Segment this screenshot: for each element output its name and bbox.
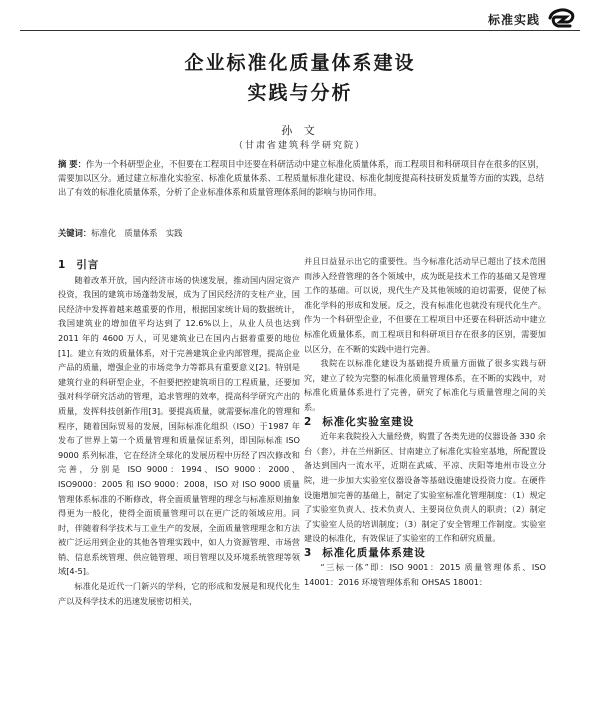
abstract-text: 作为一个科研型企业，不但要在工程项目中还要在科研活动中建立标准化质量体系，而工程项目和科研项目存在很多的区别，需要加以区分。通过建立标准化实验室、标准化质量体系、工程质量标准化建设、标准化制度提高科技研发质量等方面的实践，总结出了有效的标准化质量体系，分析了企业标准体系和质量管理体系间的影响与协同作用。 [58,159,545,197]
author: 孙 文 [281,124,319,137]
title-line-2: 实践与分析 [247,82,353,104]
left-column [58,258,300,608]
section-number: 2 [304,415,313,428]
affiliation: （甘肃省建筑科学研究院） [233,141,366,151]
paragraph: 标准化是近代一门新兴的学科，它的形成和发展是和现代化生产以及科学技术的迅速发展密切相关， [58,581,300,606]
section-number: 1 [58,259,67,271]
right-column [304,254,546,590]
header-rule [20,30,580,31]
keywords [58,226,182,240]
paragraph-continued: 并且日益显示出它的重要性。当今标准化活动早已超出了技术范围而涉入经营管理的各个领域中，成为既是技术工作的基础又是管理工作的基础。可以说，现代生产及其他领域的迫切需要，促使了标准化学科的形成和发展。反之，没有标准化也就没有现代化生产。作为一个科研型企业，不但要在工程项目中还要在科研活动中建立标准化质量体系，而工程项目和科研项目存在很多的区别，需要加以区分，在不断的实践中进行完善。 [304,256,546,354]
paragraph: 我院在以标准化建设为基础提升质量方面做了很多实践与研究，建立了较为完整的标准化质量管理体系，在不断的实践中，对标准化质量体系进行了完善，研究了标准化与质量管理之间的关系。 [304,358,546,412]
section-heading-2 [304,415,546,430]
keywords-label: 关键词： [58,228,92,238]
article-title [0,48,600,108]
keywords-text: 标准化 质量体系 实践 [91,228,183,238]
abstract [58,157,544,199]
journal-logo-icon [548,8,576,28]
section-heading-1 [58,258,300,273]
paragraph: “三标一体”即：ISO 9001：2015 质量管理体系、ISO 14001：2016 环境管理体系和 OHSAS 18001： [304,562,546,588]
paragraph: 近年来我院投入大量经费，购置了各类先进的仪器设备 330 余台（套），并在兰州新区、甘南建立了标准化实验室基地，所配置设备达到国内一流水平，近期在武威、平凉、庆阳等地州市设立分院，进一步加大实验室仪器设备等基础设施建设投资力度。在硬件设施增加完善的基础上，制定了实验室标准化管理制度：（1）规定了实验室负责人、技术负责人、主要岗位负责人的职责；（2）制定了实验室人员的培训制度；（3）制定了安全管理工作制度。实验室建设的标准化，有效保证了实验室的工作和研究质量。 [304,431,546,544]
section-title: 标准化实验室建设 [322,415,415,428]
abstract-label: 摘 要： [58,159,86,169]
paragraph: 随着改革开放，国内经济市场的快速发展，推动国内固定资产投资，我国的建筑市场蓬勃发展，成为了国民经济的支柱产业，国民经济中发挥着越来越重要的作用，根据国家统计局的数据统计，我国建筑业的增加值平均达到了 12.6%以上，从业人员也达到 2011 年的 4600 万人，可见建筑业已在国内占据着重要的地位[1]。建立有效的质量体系，对于完善建筑企业内部管理，提高企业产品的质量，增强企业的市场竞争力等都具有重要意义[2]。特别是建筑行业的科研型企业，不但要把控建筑项目的工程质量，还要加强对科学研究活动的管理，追求管理的效率，提高科学研究产出的质量，发挥科技创新作用[3]。要提高质量，就需要标准化的管理和程序，随着国际贸易的发展，国际标准化组织（ISO）于1987 年发布了世界上第一个质量管理和质量保证系列，即国际标准 ISO 9000 系列标准，它在经济全球化的发展历程中历经了四次修改和完善，分别是 ISO 9000：1994、ISO 9000：2000、ISO9000：2005 和 ISO 9000：2008，ISO 对 ISO 9000 质量管理体系标准的不断修改，将全面质量管理的理念与标准原则抽象得更为一般化，使得全面质量管理可以在更广泛的领域应用。同时，伴随着科学技术与工业生产的发展，全面质量管理理念和方法被广泛运用到企业的其他各管理实践中，如人力资源管理、市场营销、信息系统管理、供应链管理、项目管理以及环境系统管理等领域[4-5]。 [58,274,300,577]
section-title: 标准化质量体系建设 [322,546,426,559]
title-line-1: 企业标准化质量体系建设 [184,52,416,74]
section-title: 引言 [76,259,100,271]
section-number: 3 [304,546,313,559]
section-heading-3 [304,546,546,561]
section-tag: 标准实践 [487,13,540,27]
